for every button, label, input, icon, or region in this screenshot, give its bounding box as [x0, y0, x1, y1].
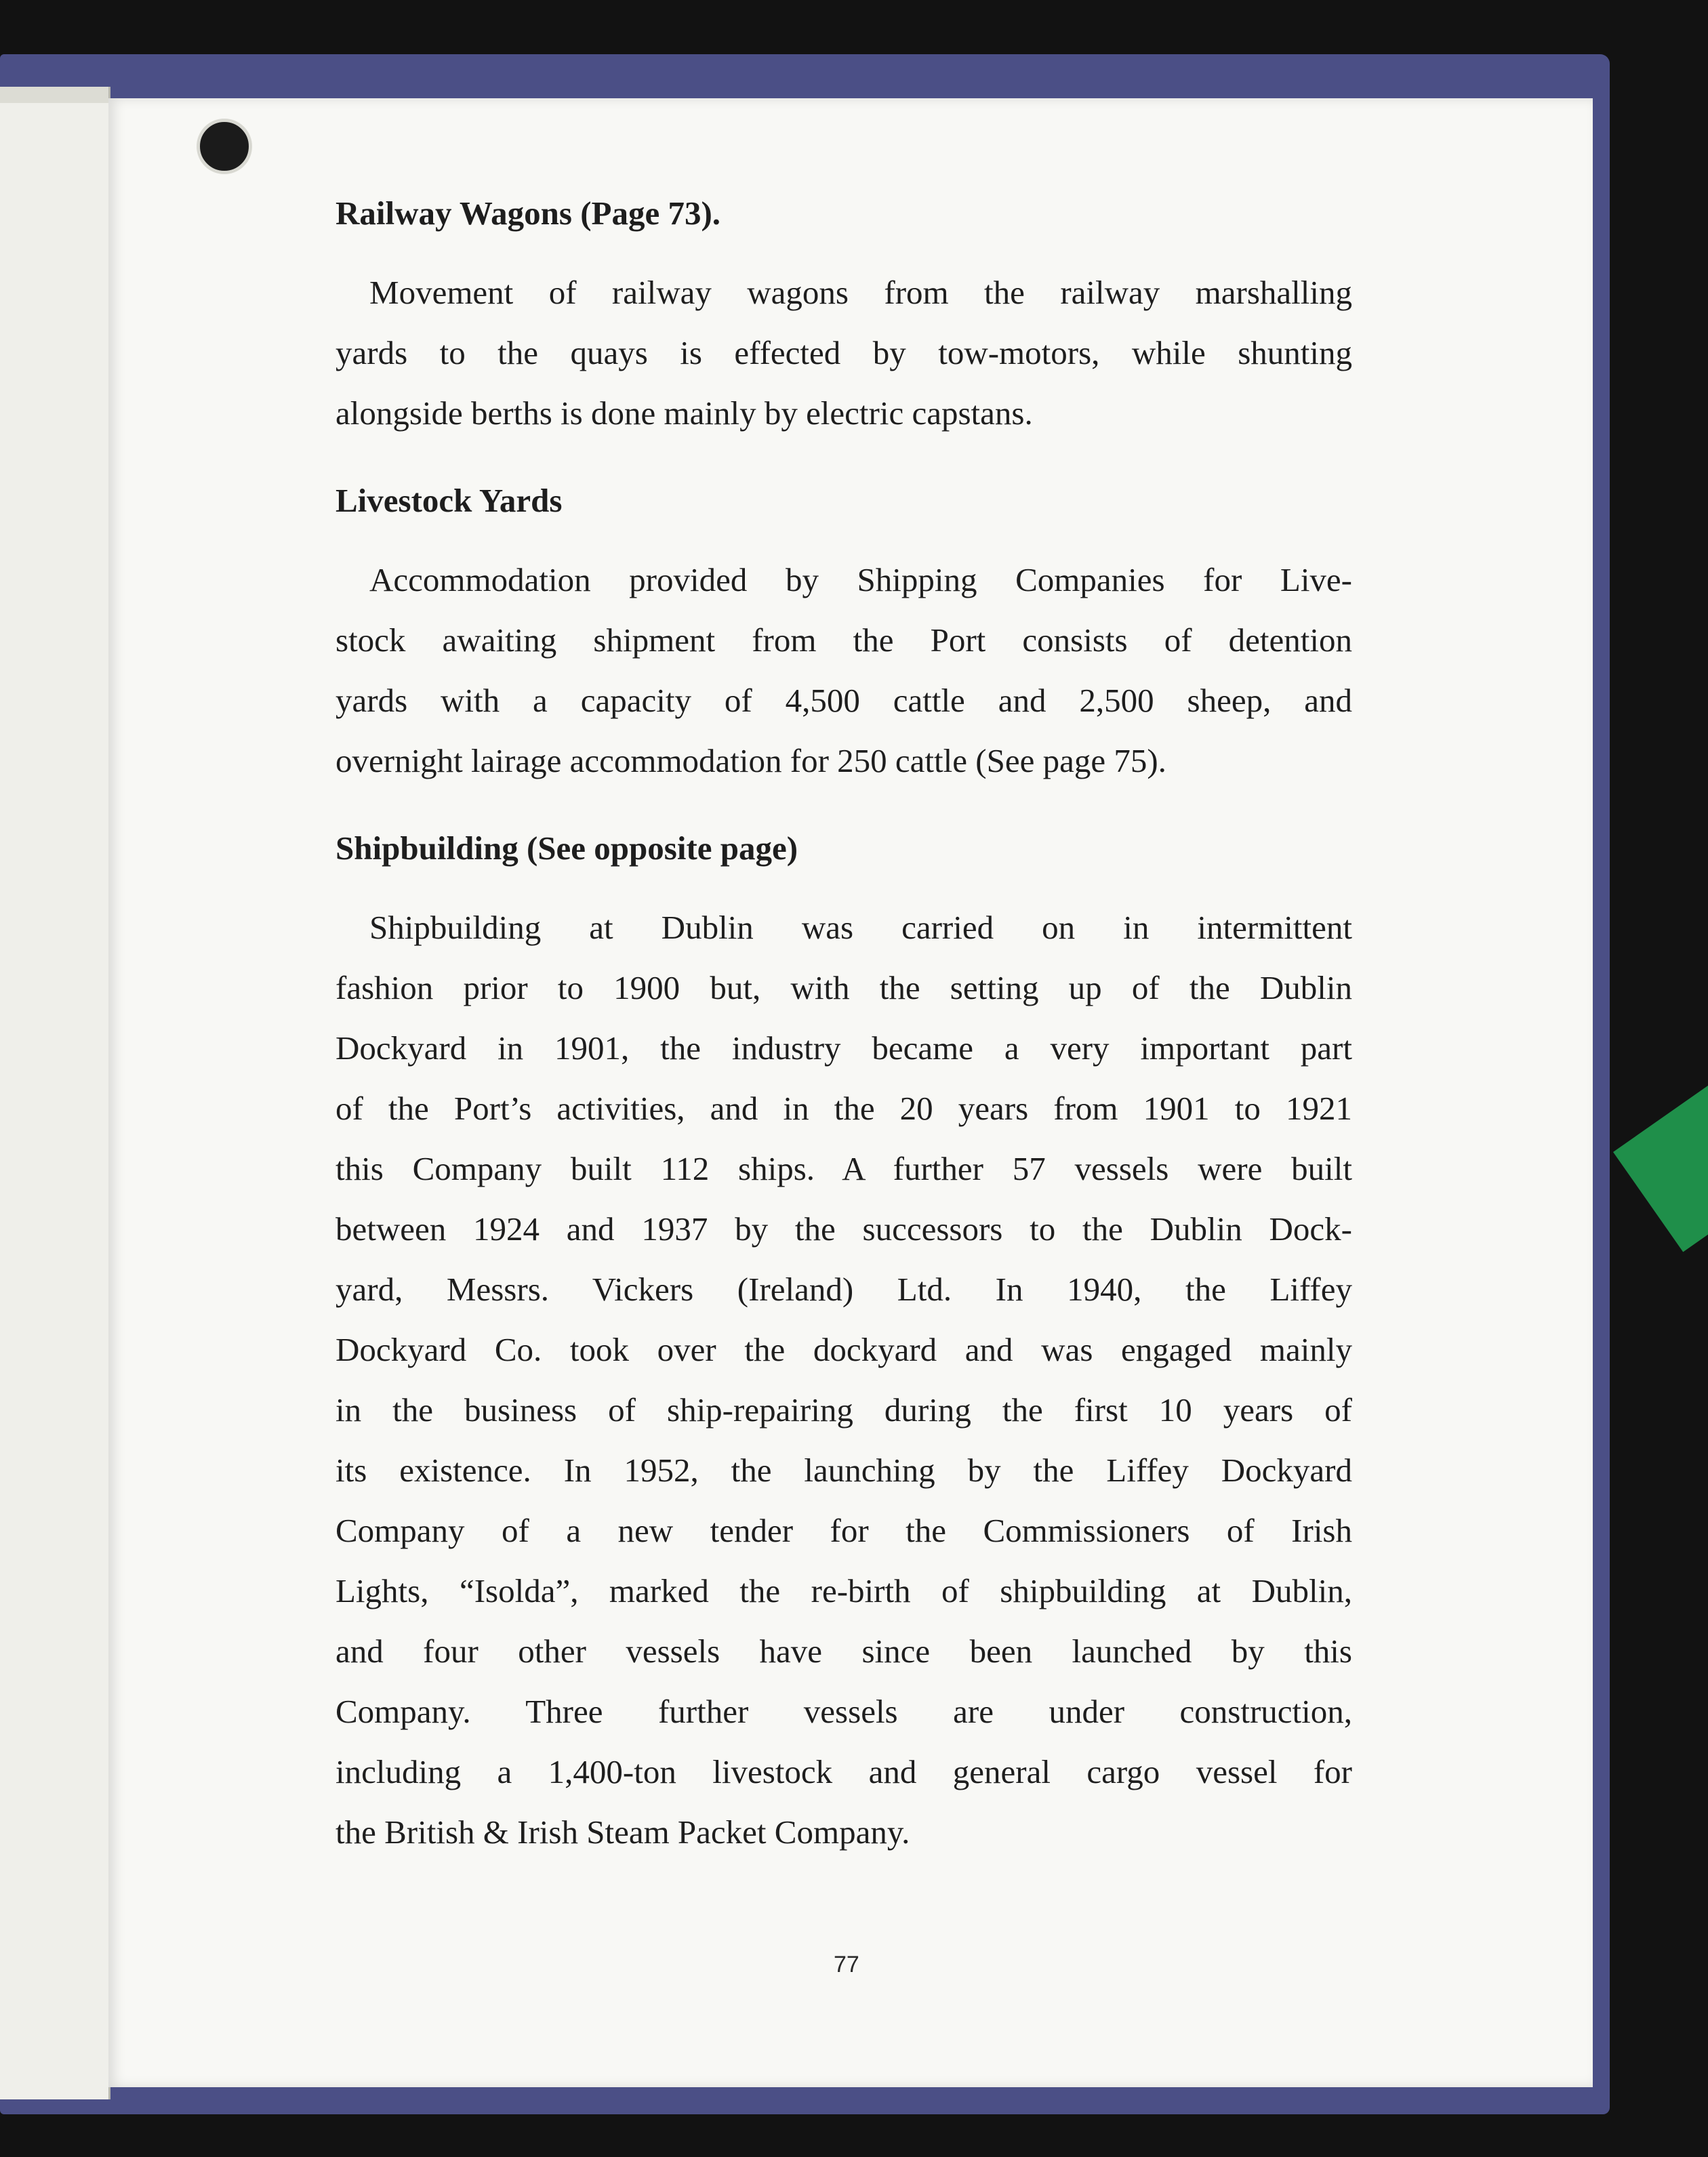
section-heading-railway-wagons: Railway Wagons (Page 73).: [336, 194, 721, 232]
text-line: Company of a new tender for the Commissioners of Irish: [336, 1512, 1352, 1549]
left-page-edge: [0, 87, 110, 2099]
text-line: Dockyard Co. took over the dockyard and was engaged mainly: [336, 1331, 1352, 1368]
text-line: including a 1,400-ton livestock and general cargo vessel for: [336, 1753, 1352, 1790]
section-heading-shipbuilding: Shipbuilding (See opposite page): [336, 829, 798, 867]
text-line: alongside berths is done mainly by electric capstans.: [336, 394, 1033, 432]
text-line: the British & Irish Steam Packet Company.: [336, 1813, 910, 1851]
text-line: Dockyard in 1901, the industry became a very important part: [336, 1029, 1352, 1067]
section-heading-livestock-yards: Livestock Yards: [336, 482, 563, 519]
text-line: this Company built 112 ships. A further 57 vessels were built: [336, 1150, 1352, 1187]
text-line: Accommodation provided by Shipping Companies for Live-: [369, 561, 1352, 598]
page-content: [336, 183, 1352, 1862]
text-line: of the Port’s activities, and in the 20 years from 1901 to 1921: [336, 1090, 1352, 1127]
paragraph-livestock-yards: [336, 550, 1352, 791]
text-line: Shipbuilding at Dublin was carried on in intermittent: [369, 909, 1352, 946]
text-line: yards to the quays is effected by tow-motors, while shunting: [336, 334, 1352, 371]
text-line: Company. Three further vessels are under construction,: [336, 1693, 1352, 1730]
text-line: yard, Messrs. Vickers (Ireland) Ltd. In 1940, the Liffey: [336, 1271, 1352, 1308]
punch-hole: [197, 119, 252, 174]
text-line: Lights, “Isolda”, marked the re-birth of shipbuilding at Dublin,: [336, 1572, 1352, 1609]
text-line: between 1924 and 1937 by the successors to the Dublin Dock-: [336, 1210, 1352, 1248]
paragraph-railway-wagons: [336, 262, 1352, 443]
text-line: stock awaiting shipment from the Port consists of detention: [336, 621, 1352, 659]
text-line: and four other vessels have since been launched by this: [336, 1632, 1352, 1670]
text-line: in the business of ship-repairing during the first 10 years of: [336, 1391, 1352, 1429]
page-number: 77: [834, 1952, 859, 1977]
text-line: fashion prior to 1900 but, with the setting up of the Dublin: [336, 969, 1352, 1006]
text-line: its existence. In 1952, the launching by the Liffey Dockyard: [336, 1452, 1352, 1489]
paragraph-shipbuilding: [336, 897, 1352, 1862]
text-line: yards with a capacity of 4,500 cattle and 2,500 sheep, and: [336, 682, 1352, 719]
text-line: overnight lairage accommodation for 250 cattle (See page 75).: [336, 742, 1166, 779]
text-line: Movement of railway wagons from the railway marshalling: [369, 274, 1352, 311]
